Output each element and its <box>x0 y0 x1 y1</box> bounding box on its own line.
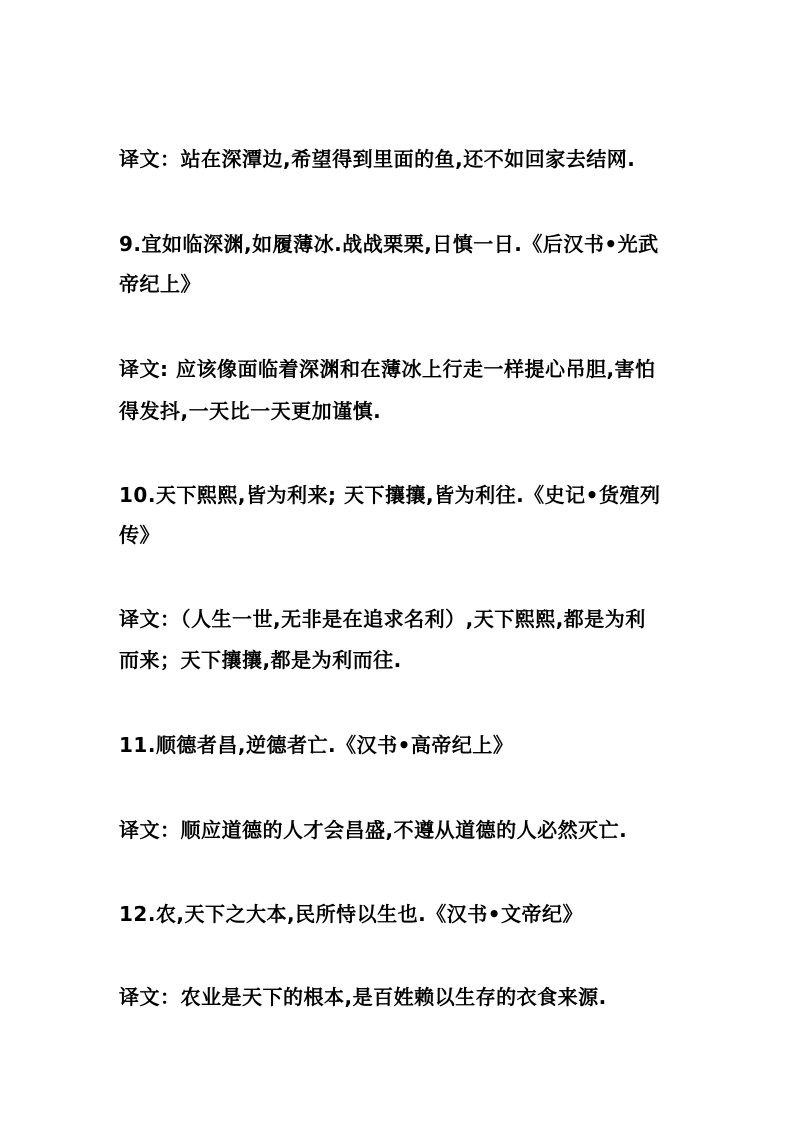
translation-9-line-1: 译文: 应该像面临着深渊和在薄冰上行走一样提心吊胆,害怕 <box>119 357 656 381</box>
quote-10-line-2: 传》 <box>119 523 160 547</box>
translation-10-line-2: 而来；天下攘攘,都是为利而往. <box>119 648 402 672</box>
translation-12: 译文：农业是天下的根本,是百姓赖以生存的衣食来源. <box>119 985 607 1009</box>
quote-9-line-2: 帝纪上》 <box>119 272 201 296</box>
translation-10-line-1: 译文：（人生一世,无非是在追求名利）,天下熙熙,都是为利 <box>119 607 646 631</box>
translation-line-8: 译文：站在深潭边,希望得到里面的鱼,还不如回家去结网. <box>119 147 636 171</box>
quote-9-line-1: 9.宜如临深渊,如履薄冰.战战栗栗,日慎一日.《后汉书•光武 <box>119 232 659 256</box>
quote-10-line-1: 10.天下熙熙,皆为利来; 天下攘攘,皆为利往.《史记•货殖列 <box>119 483 661 507</box>
translation-11: 译文：顺应道德的人才会昌盛,不遵从道德的人必然灭亡. <box>119 818 628 842</box>
quote-12: 12.农,天下之大本,民所恃以生也.《汉书•文帝纪》 <box>119 902 584 926</box>
translation-9-line-2: 得发抖,一天比一天更加谨慎. <box>119 399 382 423</box>
quote-11: 11.顺德者昌,逆德者亡.《汉书•高帝纪上》 <box>119 733 514 757</box>
